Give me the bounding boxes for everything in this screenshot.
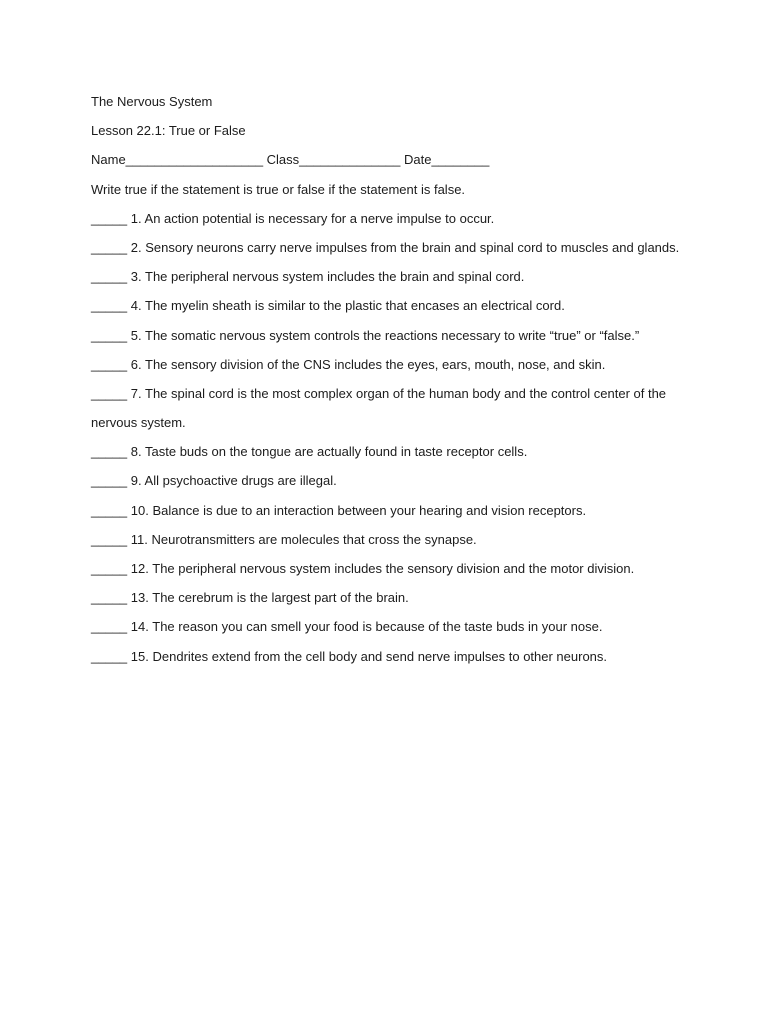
answer-blank: _____ [91,239,128,255]
question-number: 10. [130,502,149,518]
question-1 [91,211,731,227]
question-4 [91,298,731,314]
question-text: Sensory neurons carry nerve impulses from the brain and spinal cord to muscles and glands. [145,239,680,255]
question-list [91,211,731,665]
question-number: 4. [130,298,142,314]
answer-blank: _____ [91,561,128,576]
answer-blank: _____ [91,619,128,635]
question-6 [91,357,731,373]
document-body [91,94,731,678]
question-7-continuation: nervous system. [91,415,186,431]
question-text: Balance is due to an interaction between your hearing and vision receptors. [152,502,587,518]
question-15 [91,649,731,665]
question-text: The somatic nervous system controls the reactions necessary to write “true” or “false.” [145,327,640,343]
instructions: Write true if the statement is true or false if the statement is false. [91,181,466,197]
answer-blank: _____ [91,531,128,547]
question-text: The sensory division of the CNS includes the eyes, ears, mouth, nose, and skin. [145,356,606,372]
question-text: Dendrites extend from the cell body and send nerve impulses to other neurons. [152,648,608,664]
question-13 [91,590,731,606]
lesson-heading: Lesson 22.1: True or False [91,123,246,139]
answer-blank: _____ [91,648,128,664]
question-number: 3. [130,269,142,285]
question-9 [91,473,731,489]
question-number: 6. [130,356,142,372]
document-title: The Nervous System [91,94,213,109]
question-text: Neurotransmitters are molecules that cross the synapse. [151,531,477,547]
question-2 [91,240,731,256]
question-text: The peripheral nervous system includes the brain and spinal cord. [145,269,525,285]
question-14 [91,619,731,635]
question-text: The reason you can smell your food is because of the taste buds in your nose. [152,619,603,635]
question-text: The spinal cord is the most complex organ of the human body and the control center of the [145,385,667,401]
answer-blank: _____ [91,327,128,343]
header-fields: Name___________________ Class______________ Date________ [91,152,490,168]
question-text: Taste buds on the tongue are actually found in taste receptor cells. [145,444,528,460]
question-number: 12. [130,561,149,576]
answer-blank: _____ [91,210,128,226]
answer-blank: _____ [91,444,128,460]
question-number: 9. [130,473,142,489]
answer-blank: _____ [91,269,128,285]
question-number: 13. [130,590,149,606]
question-number: 8. [130,444,142,460]
question-10 [91,503,731,519]
question-text: The peripheral nervous system includes the sensory division and the motor division. [152,561,635,576]
question-11 [91,532,731,548]
question-number: 7. [130,385,142,401]
answer-blank: _____ [91,590,128,606]
answer-blank: _____ [91,298,128,314]
question-number: 1. [130,210,142,226]
question-text: All psychoactive drugs are illegal. [144,473,337,489]
question-number: 2. [130,239,142,255]
answer-blank: _____ [91,473,128,489]
question-number: 11. [130,531,148,547]
answer-blank: _____ [91,385,128,401]
question-7 [91,386,731,402]
question-text: The cerebrum is the largest part of the brain. [152,590,409,606]
question-3 [91,269,731,285]
question-12 [91,561,731,577]
question-text: The myelin sheath is similar to the plastic that encases an electrical cord. [145,298,565,314]
question-8 [91,444,731,460]
question-text: An action potential is necessary for a nerve impulse to occur. [144,210,495,226]
question-5 [91,328,731,344]
answer-blank: _____ [91,502,128,518]
question-number: 14. [130,619,149,635]
question-number: 15. [130,648,149,664]
answer-blank: _____ [91,356,128,372]
question-number: 5. [130,327,142,343]
